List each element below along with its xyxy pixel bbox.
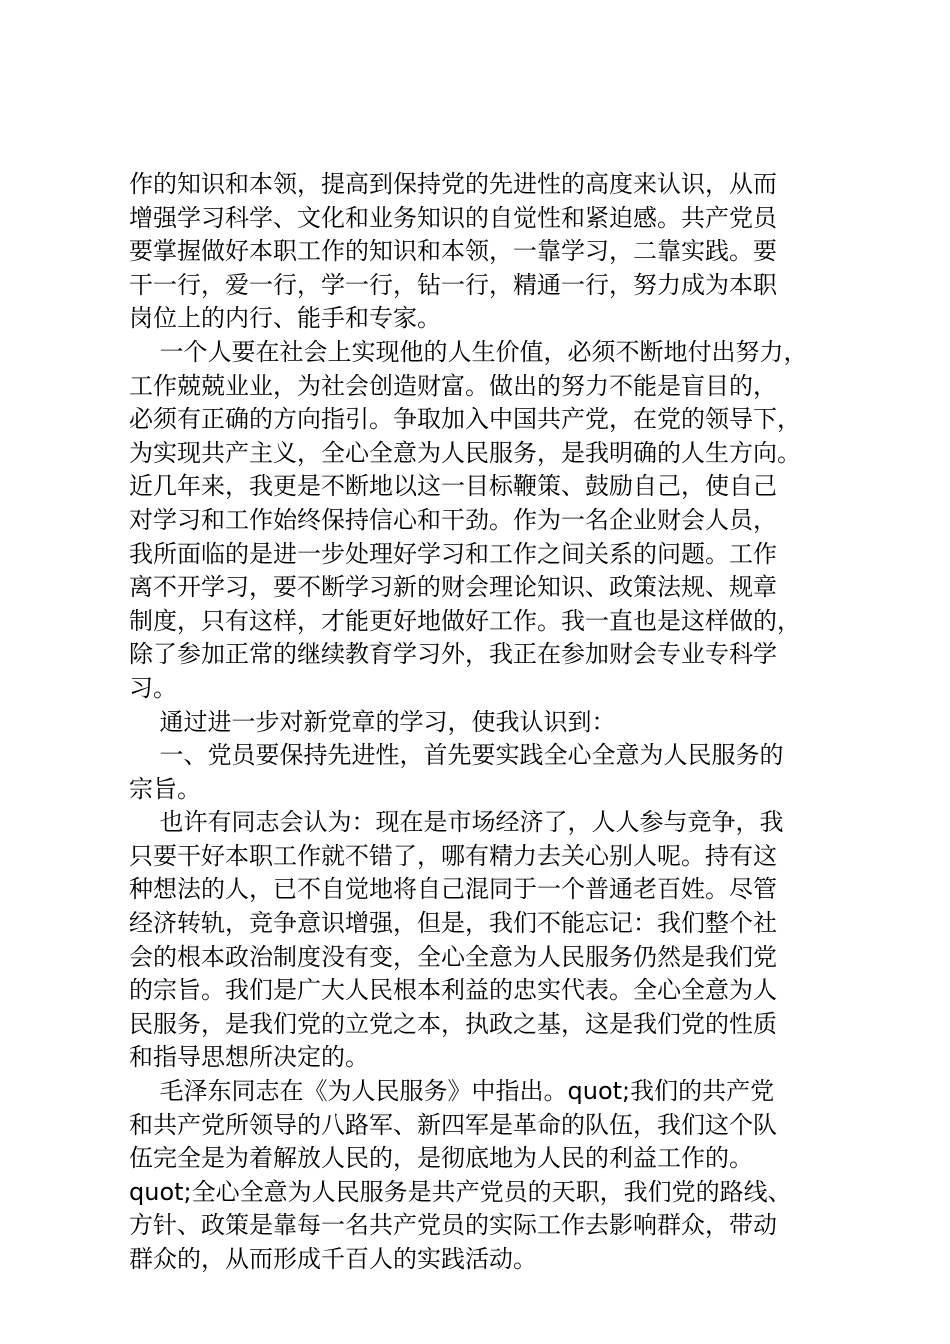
text-line: 通过进一步对新党章的学习，使我认识到： <box>129 707 616 736</box>
text-line: 干一行，爱一行，学一行，钻一行，精通一行，努力成为本职 <box>129 270 777 299</box>
text-line: 对学习和工作始终保持信心和干劲。作为一名企业财会人员， <box>129 505 777 534</box>
text-line: 会的根本政治制度没有变，全心全意为人民服务仍然是我们党 <box>129 942 777 971</box>
text-line: 伍完全是为着解放人民的，是彻底地为人民的利益工作的。 <box>129 1144 753 1173</box>
text-line: 工作兢兢业业，为社会创造财富。做出的努力不能是盲目的， <box>129 371 777 400</box>
text-line: 和指导思想所决定的。 <box>129 1043 369 1072</box>
document-body <box>129 168 859 1277</box>
text-line: 也许有同志会认为：现在是市场经济了，人人参与竞争，我 <box>129 808 784 837</box>
text-line: 种想法的人，已不自觉地将自己混同于一个普通老百姓。尽管 <box>129 875 777 904</box>
text-line: 只要干好本职工作就不错了，哪有精力去关心别人呢。持有这 <box>129 841 777 870</box>
text-line: 民服务，是我们党的立党之本，执政之基，这是我们党的性质 <box>129 1009 777 1038</box>
text-line: 近几年来，我更是不断地以这一目标鞭策、鼓励自己，使自己 <box>129 472 777 501</box>
text-line: 一个人要在社会上实现他的人生价值，必须不断地付出努力， <box>129 337 808 366</box>
text-line: 方针、政策是靠每一名共产党员的实际工作去影响群众，带动 <box>129 1211 777 1240</box>
text-line: 一、党员要保持先进性，首先要实践全心全意为人民服务的 <box>129 741 784 770</box>
text-line: 制度，只有这样，才能更好地做好工作。我一直也是这样做的， <box>129 606 801 635</box>
text-line: 必须有正确的方向指引。争取加入中国共产党，在党的领导下， <box>129 405 801 434</box>
text-line: 作的知识和本领，提高到保持党的先进性的高度来认识，从而 <box>129 170 777 198</box>
text-line: 经济转轨，竞争意识增强，但是，我们不能忘记：我们整个社 <box>129 909 777 938</box>
text-line: 我所面临的是进一步处理好学习和工作之间关系的问题。工作 <box>129 539 777 568</box>
text-line: quot;全心全意为人民服务是共产党员的天职，我们党的路线、 <box>129 1177 792 1206</box>
text-line: 的宗旨。我们是广大人民根本利益的忠实代表。全心全意为人 <box>129 976 777 1005</box>
text-line: 群众的，从而形成千百人的实践活动。 <box>129 1245 537 1273</box>
text-line: 离不开学习，要不断学习新的财会理论知识、政策法规、规章 <box>129 573 777 602</box>
text-line: 岗位上的内行、能手和专家。 <box>129 304 441 333</box>
text-line: 习。 <box>129 673 177 702</box>
text-line: 为实现共产主义，全心全意为人民服务，是我明确的人生方向。 <box>129 438 801 467</box>
text-line: 要掌握做好本职工作的知识和本领，一靠学习，二靠实践。要 <box>129 237 777 266</box>
text-line: 除了参加正常的继续教育学习外，我正在参加财会专业专科学 <box>129 640 777 669</box>
text-line: 宗旨。 <box>129 774 201 803</box>
text-line: 增强学习科学、文化和业务知识的自觉性和紧迫感。共产党员 <box>129 203 777 232</box>
text-line: 和共产党所领导的八路军、新四军是革命的队伍，我们这个队 <box>129 1110 777 1139</box>
text-line: 毛泽东同志在《为人民服务》中指出。quot;我们的共产党 <box>129 1077 775 1106</box>
